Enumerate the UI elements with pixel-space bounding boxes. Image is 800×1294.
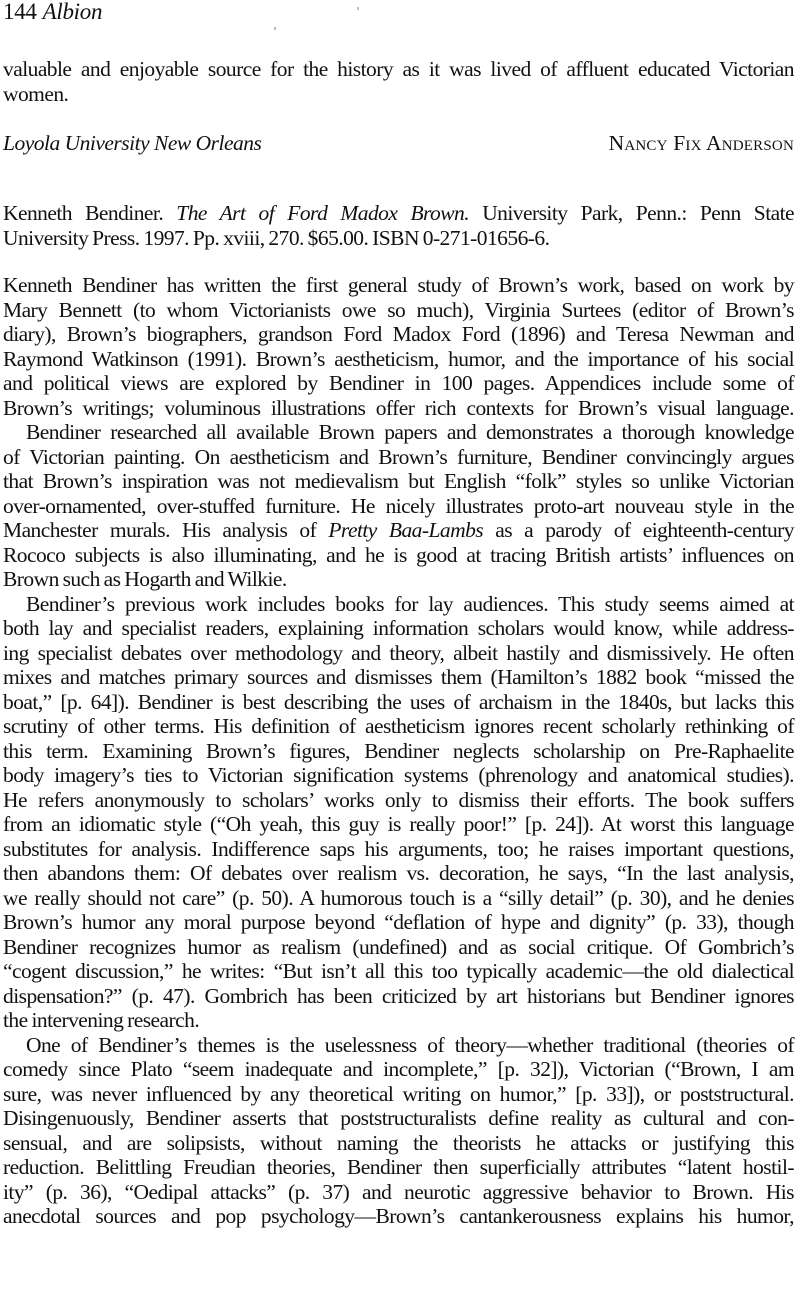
book-citation-line-2: University Press. 1997. Pp. xviii, 270. $65.00. ISBN 0-271-01656-6. (3, 226, 550, 250)
text-line: One of Bendiner’s themes is the uselessness of theory—whether traditional (theories of (26, 1033, 794, 1057)
text-line: Brown such as Hogarth and Wilkie. (3, 567, 287, 591)
book-citation-line-1 (3, 201, 794, 225)
scan-speck (274, 27, 276, 30)
text-line: we really should not care” (p. 50). A humorous touch is a “silly detail” (p. 30), and he denies (3, 886, 794, 910)
text-line: scrutiny of other terms. His definition of aestheticism ignores recent scholarly rethinking of (3, 714, 794, 738)
artwork-title: Pretty Baa-Lambs (328, 518, 484, 542)
book-author: Kenneth Bendiner. (3, 201, 164, 225)
text-line: then abandons them: Of debates over realism vs. decoration, he says, “In the last analysis, (3, 861, 794, 885)
journal-title: Albion (42, 0, 103, 24)
text-line: this term. Examining Brown’s figures, Bendiner neglects scholarship on Pre-Raphaelite (3, 739, 794, 763)
book-title: The Art of Ford Madox Brown. (176, 201, 470, 225)
book-publisher: University Park, Penn.: Penn State (482, 201, 795, 225)
text-line: substitutes for analysis. Indifference saps his arguments, too; he raises important questions, (3, 837, 794, 861)
reviewer-affiliation: Loyola University New Orleans (3, 131, 262, 155)
reviewer-name: Nancy Fix Anderson (608, 131, 794, 155)
text-line: diary), Brown’s biographers, grandson Ford Madox Ford (1896) and Teresa Newman and (3, 322, 794, 346)
text-line: both lay and specialist readers, explaining information scholars would know, while address- (3, 616, 794, 640)
text-line: dispensation?” (p. 47). Gombrich has been criticized by art historians but Bendiner ignores (3, 984, 794, 1008)
text-line: Bendiner researched all available Brown papers and demonstrates a thorough knowledge (26, 420, 794, 444)
text-line: mixes and matches primary sources and dismisses them (Hamilton’s 1882 book “missed the (3, 665, 794, 689)
text-line: from an idiomatic style (“Oh yeah, this guy is really poor!” [p. 24]). At worst this language (3, 812, 794, 836)
text-line: Disingenuously, Bendiner asserts that poststructuralists define reality as cultural and con- (3, 1106, 794, 1130)
text-line (3, 518, 794, 542)
text-line: of Victorian painting. On aestheticism and Brown’s furniture, Bendiner convincingly argues (3, 445, 794, 469)
text-line: Kenneth Bendiner has written the first general study of Brown’s work, based on work by (3, 273, 794, 297)
text-line: the intervening research. (3, 1008, 200, 1032)
text-line: Brown’s humor any moral purpose beyond “deflation of hype and dignity” (p. 33), though (3, 910, 794, 934)
text-line: Raymond Watkinson (1991). Brown’s aestheticism, humor, and the importance of his social (3, 347, 794, 371)
text-line: ing specialist debates over methodology and theory, albeit hastily and dismissively. He often (3, 641, 794, 665)
text-line: boat,” [p. 64]). Bendiner is best describing the uses of archaism in the 1840s, but lacks this (3, 690, 794, 714)
text-line: anecdotal sources and pop psychology—Brown’s cantankerousness explains his humor, (3, 1204, 794, 1228)
text-line: valuable and enjoyable source for the history as it was lived of affluent educated Victorian (3, 57, 794, 81)
text-span: as a parody of eighteenth-century (483, 518, 794, 542)
running-header (3, 0, 102, 26)
text-line: “cogent discussion,” he writes: “But isn’t all this too typically academic—the old dialectical (3, 959, 794, 983)
text-line: body imagery’s ties to Victorian signification systems (phrenology and anatomical studies). (3, 763, 794, 787)
text-line: sure, was never influenced by any theoretical writing on humor,” [p. 33]), or poststructural. (3, 1082, 794, 1106)
text-line: Bendiner recognizes humor as realism (undefined) and as social critique. Of Gombrich’s (3, 935, 794, 959)
text-line: Mary Bennett (to whom Victorianists owe so much), Virginia Surtees (editor of Brown’s (3, 298, 794, 322)
text-line: He refers anonymously to scholars’ works only to dismiss their efforts. The book suffers (3, 788, 794, 812)
scan-speck (357, 7, 359, 10)
text-line: sensual, and are solipsists, without naming the theorists he attacks or justifying this (3, 1131, 794, 1155)
text-line: reduction. Belittling Freudian theories, Bendiner then superficially attributes “latent hostil- (3, 1155, 794, 1179)
text-span: Manchester murals. His analysis of (3, 518, 329, 542)
page-number: 144 (3, 0, 37, 24)
text-line: comedy since Plato “seem inadequate and incomplete,” [p. 32]), Victorian (“Brown, I am (3, 1057, 794, 1081)
text-line: and political views are explored by Bendiner in 100 pages. Appendices include some of (3, 371, 794, 395)
text-line: over-ornamented, over-stuffed furniture. He nicely illustrates proto-art nouveau style in the (3, 494, 794, 518)
text-line: Bendiner’s previous work includes books for lay audiences. This study seems aimed at (26, 592, 794, 616)
text-line: Brown’s writings; voluminous illustrations offer rich contexts for Brown’s visual language. (3, 396, 794, 420)
text-line: ity” (p. 36), “Oedipal attacks” (p. 37) and neurotic aggressive behavior to Brown. His (3, 1180, 794, 1204)
text-line: that Brown’s inspiration was not medievalism but English “folk” styles so unlike Victorian (3, 469, 794, 493)
text-line: Rococo subjects is also illuminating, and he is good at tracing British artists’ influences on (3, 543, 794, 567)
text-line: women. (3, 82, 69, 106)
